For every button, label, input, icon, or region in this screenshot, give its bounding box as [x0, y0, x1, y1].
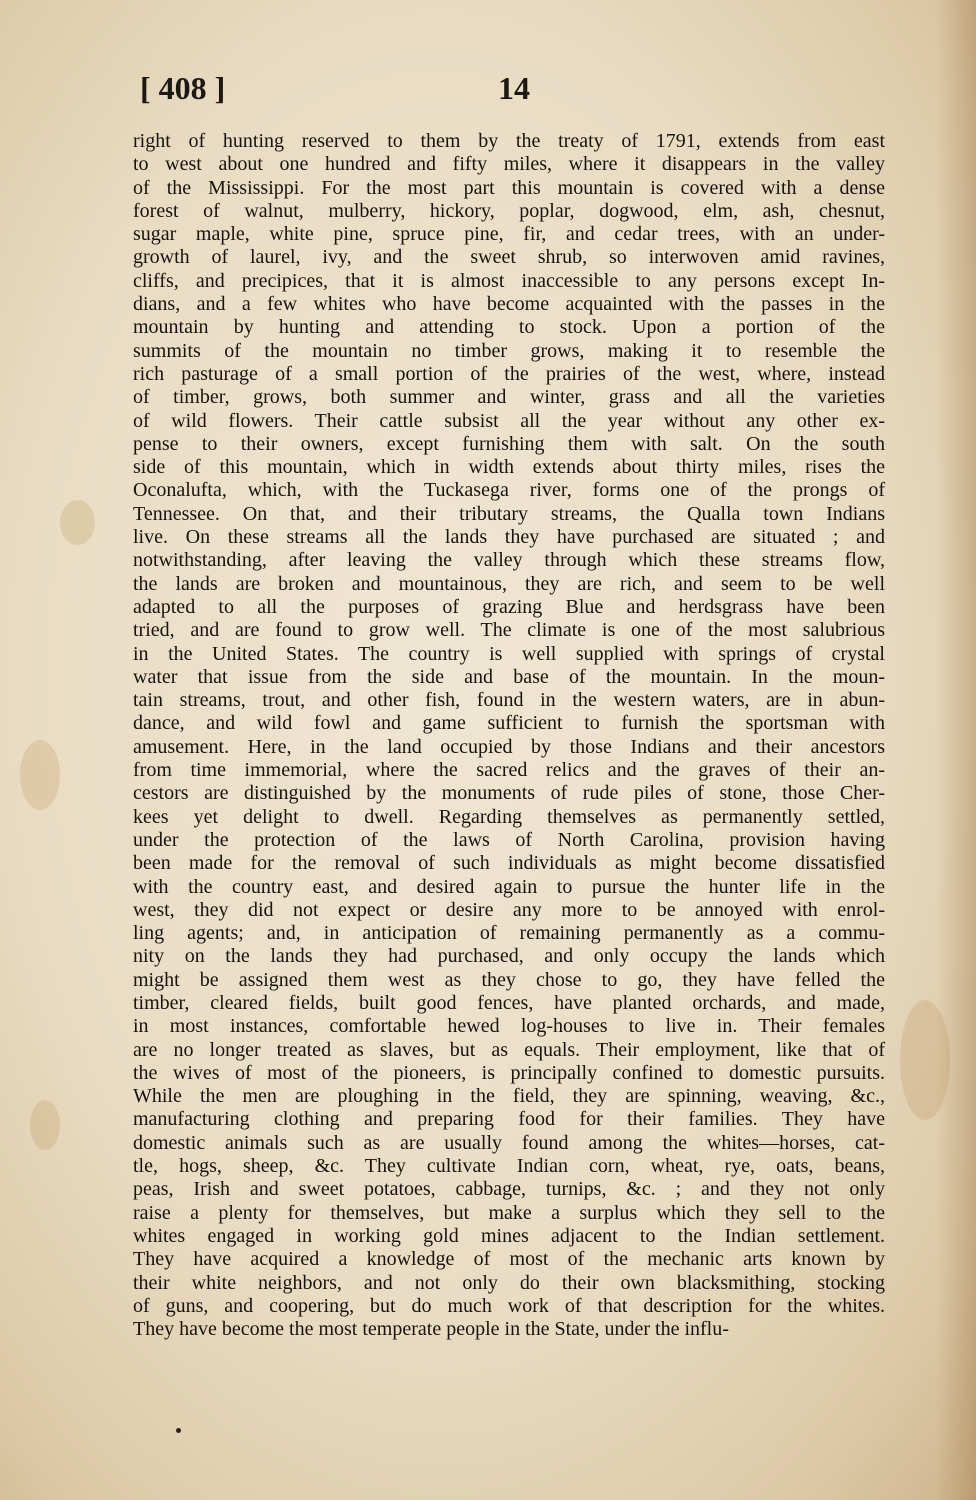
text-line: nity on the lands they had purchased, and only occupy the lands which — [133, 945, 885, 968]
text-line: While the men are ploughing in the field, they are spinning, weaving, &c., — [133, 1085, 885, 1108]
paper-stain — [900, 1000, 950, 1120]
text-line: their white neighbors, and not only do their own blacksmithing, stocking — [133, 1271, 885, 1294]
text-line: cestors are distinguished by the monuments of rude piles of stone, those Cher- — [133, 782, 885, 805]
text-line: of wild flowers. Their cattle subsist all the year without any other ex- — [133, 409, 885, 432]
text-line: forest of walnut, mulberry, hickory, poplar, dogwood, elm, ash, chesnut, — [133, 199, 885, 222]
text-line: right of hunting reserved to them by the treaty of 1791, extends from east — [133, 130, 885, 152]
text-line: in the United States. The country is well supplied with springs of crystal — [133, 642, 885, 665]
text-line: Oconalufta, which, with the Tuckasega river, forms one of the prongs of — [133, 479, 885, 502]
text-line: adapted to all the purposes of grazing Blue and herdsgrass have been — [133, 595, 885, 618]
text-line: the wives of most of the pioneers, is principally confined to domestic pursuits. — [133, 1061, 885, 1084]
text-line: of guns, and coopering, but do much work of that description for the whites. — [133, 1294, 885, 1317]
text-line: raise a plenty for themselves, but make a surplus which they sell to the — [133, 1201, 885, 1224]
text-line: rich pasturage of a small portion of the prairies of the west, where, instead — [133, 362, 885, 385]
page-header — [0, 70, 976, 110]
text-line: growth of laurel, ivy, and the sweet shrub, so interwoven amid ravines, — [133, 246, 885, 269]
text-line: are no longer treated as slaves, but as equals. Their employment, like that of — [133, 1038, 885, 1061]
text-line: pense to their owners, except furnishing them with salt. On the south — [133, 432, 885, 455]
text-line: dians, and a few whites who have become acquainted with the passes in the — [133, 293, 885, 316]
text-line: tain streams, trout, and other fish, found in the western waters, are in abun- — [133, 689, 885, 712]
text-line: under the protection of the laws of North Carolina, provision having — [133, 828, 885, 851]
text-line: summits of the mountain no timber grows, making it to resemble the — [133, 339, 885, 362]
text-line: timber, cleared fields, built good fences, have planted orchards, and made, — [133, 991, 885, 1014]
text-line: with the country east, and desired again to pursue the hunter life in the — [133, 875, 885, 898]
text-line: domestic animals such as are usually found among the whites—horses, cat- — [133, 1131, 885, 1154]
text-line: in most instances, comfortable hewed log-houses to live in. Their females — [133, 1015, 885, 1038]
paper-stain — [20, 740, 60, 810]
text-line: ling agents; and, in anticipation of remaining permanently as a commu- — [133, 922, 885, 945]
page-number: 14 — [498, 70, 530, 106]
bracketed-page-label: [ 408 ] — [140, 70, 226, 106]
paper-stain — [60, 500, 95, 545]
text-line: of timber, grows, both summer and winter, grass and all the varieties — [133, 386, 885, 409]
text-line: water that issue from the side and base of the mountain. In the moun- — [133, 665, 885, 688]
text-line: They have acquired a knowledge of most of the mechanic arts known by — [133, 1248, 885, 1271]
text-line: tle, hogs, sheep, &c. They cultivate Indian corn, wheat, rye, oats, beans, — [133, 1155, 885, 1178]
text-line: tried, and are found to grow well. The climate is one of the most salubrious — [133, 619, 885, 642]
text-line: Tennessee. On that, and their tributary streams, the Qualla town Indians — [133, 502, 885, 525]
text-line: the lands are broken and mountainous, they are rich, and seem to be well — [133, 572, 885, 595]
text-line: whites engaged in working gold mines adjacent to the Indian settlement. — [133, 1224, 885, 1247]
text-line: west, they did not expect or desire any more to be annoyed with enrol- — [133, 898, 885, 921]
paper-stain — [30, 1100, 60, 1150]
text-line: peas, Irish and sweet potatoes, cabbage, turnips, &c. ; and they not only — [133, 1178, 885, 1201]
text-line: manufacturing clothing and preparing food for their families. They have — [133, 1108, 885, 1131]
text-line: cliffs, and precipices, that it is almost inaccessible to any persons except In- — [133, 269, 885, 292]
body-text — [133, 130, 885, 1341]
text-line: to west about one hundred and fifty miles, where it disappears in the valley — [133, 153, 885, 176]
text-line: notwithstanding, after leaving the valley through which these streams flow, — [133, 549, 885, 572]
text-line: of the Mississippi. For the most part this mountain is covered with a dense — [133, 176, 885, 199]
text-line: side of this mountain, which in width extends about thirty miles, rises the — [133, 456, 885, 479]
text-line: sugar maple, white pine, spruce pine, fir, and cedar trees, with an under- — [133, 223, 885, 246]
text-line: kees yet delight to dwell. Regarding themselves as permanently settled, — [133, 805, 885, 828]
text-line: mountain by hunting and attending to stock. Upon a portion of the — [133, 316, 885, 339]
text-line: They have become the most temperate people in the State, under the influ- — [133, 1318, 729, 1341]
text-line: amusement. Here, in the land occupied by those Indians and their ancestors — [133, 735, 885, 758]
text-line: dance, and wild fowl and game sufficient to furnish the sportsman with — [133, 712, 885, 735]
ink-speck — [176, 1428, 181, 1433]
page-edge-shadow — [936, 0, 976, 1500]
text-line: been made for the removal of such individuals as might become dissatisfied — [133, 852, 885, 875]
text-line: live. On these streams all the lands they have purchased are situated ; and — [133, 526, 885, 549]
text-line: might be assigned them west as they chose to go, they have felled the — [133, 968, 885, 991]
text-line: from time immemorial, where the sacred relics and the graves of their an- — [133, 759, 885, 782]
